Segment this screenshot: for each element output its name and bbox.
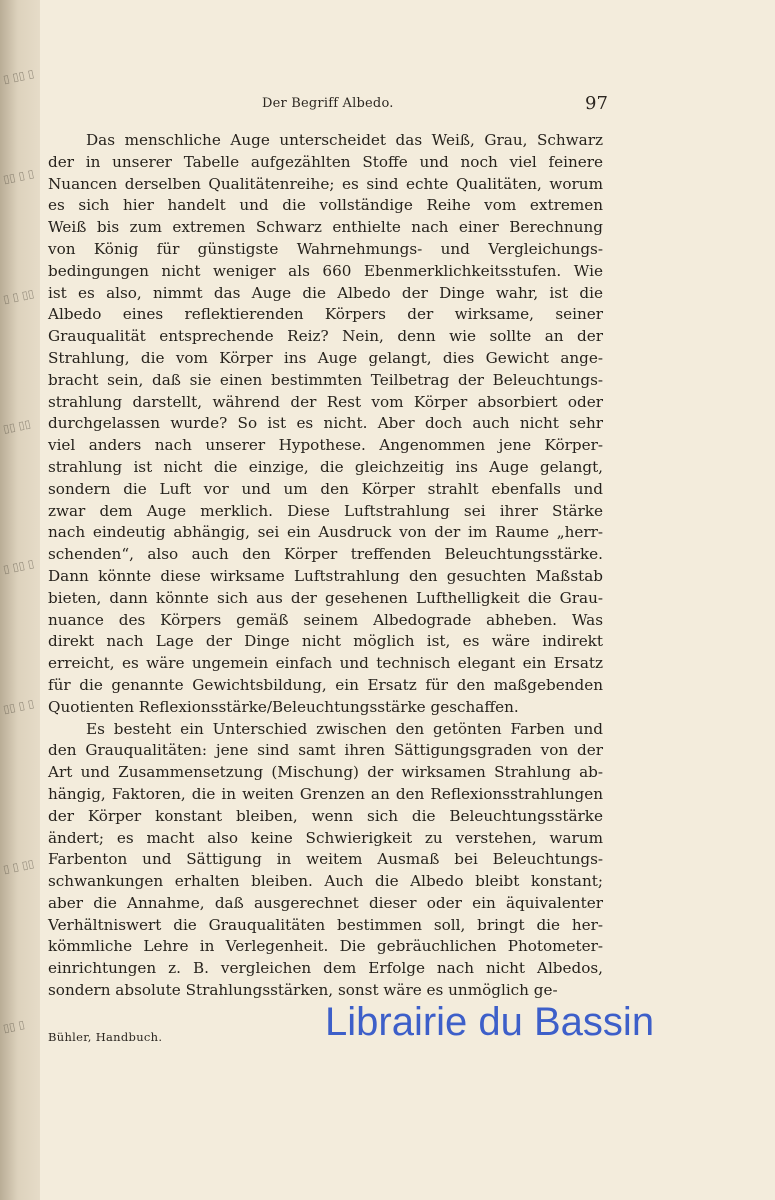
gutter-fragment: ▯▯ ▯ ▯ (1, 696, 36, 717)
text-line: der in unserer Tabelle aufgezählten Stoffe und noch viel feinere (48, 152, 603, 171)
gutter-fragment: ▯▯ ▯▯ (1, 417, 32, 436)
text-line: einrichtungen z. B. vergleichen dem Erfolge nach nicht Albedos, (48, 959, 603, 978)
text-line: von König für günstigste Wahrnehmungs- und Vergleichungs- (48, 239, 603, 258)
text-line: strahlung ist nicht die einzige, die gleichzeitig ins Auge gelangt, (48, 457, 603, 476)
facing-page-gutter (0, 0, 40, 1200)
text-line: bracht sein, daß sie einen bestimmten Teilbetrag der Beleuchtungs- (48, 370, 603, 389)
text-line: Strahlung, die vom Körper ins Auge gelangt, dies Gewicht ange- (48, 348, 603, 367)
text-line: Das menschliche Auge unterscheidet das Weiß, Grau, Schwarz (86, 131, 603, 149)
text-line: nuance des Körpers gemäß seinem Albedograde abheben. Was (48, 610, 603, 629)
text-line: ändert; es macht also keine Schwierigkeit zu verstehen, warum (48, 828, 603, 847)
text-line: Art und Zusammensetzung (Mischung) der wirksamen Strahlung ab- (48, 763, 603, 782)
page-header (40, 93, 775, 120)
text-line: es sich hier handelt und die vollständige Reihe vom extremen (48, 196, 603, 215)
text-line: erreicht, es wäre ungemein einfach und technisch elegant ein Ersatz (48, 654, 603, 673)
paragraph (48, 130, 603, 719)
text-line: Nuancen derselben Qualitätenreihe; es sind echte Qualitäten, worum (48, 174, 603, 193)
text-line: hängig, Faktoren, die in weiten Grenzen an den Reflexionsstrahlungen (48, 784, 603, 803)
text-line: Dann könnte diese wirksame Luftstrahlung den gesuchten Maßstab (48, 566, 603, 585)
gutter-fragment: ▯ ▯▯ ▯ (1, 66, 36, 87)
text-line: kömmliche Lehre in Verlegenheit. Die gebräuchlichen Photometer- (48, 937, 603, 956)
text-line: sondern absolute Strahlungsstärken, sonst wäre es unmöglich ge- (48, 981, 558, 1000)
gutter-fragment: ▯ ▯ ▯▯ (1, 856, 36, 877)
text-line: für die genannte Gewichtsbildung, ein Ersatz für den maßgebenden (48, 675, 603, 694)
page-number: 97 (585, 93, 608, 114)
text-line: Es besteht ein Unterschied zwischen den getönten Farben und (86, 719, 603, 738)
text-line: schenden“, also auch den Körper treffenden Beleuchtungsstärke. (48, 545, 603, 564)
body-text (48, 130, 603, 1002)
watermark: Librairie du Bassin (325, 1000, 655, 1044)
signature-mark: Bühler, Handbuch. (48, 1030, 163, 1044)
text-line: Albedo eines reflektierenden Körpers der wirksame, seiner (48, 305, 603, 324)
text-line: schwankungen erhalten bleiben. Auch die Albedo bleibt konstant; (48, 872, 603, 891)
paragraph (48, 719, 603, 1002)
text-line: Verhältniswert die Grauqualitäten bestimmen soll, bringt die her- (48, 915, 603, 934)
text-line: Quotienten Reflexionsstärke/Beleuchtungsstärke geschaffen. (48, 697, 519, 716)
text-line: den Grauqualitäten: jene sind samt ihren Sättigungsgraden von der (48, 741, 603, 760)
gutter-fragment: ▯▯ ▯ (1, 1017, 26, 1036)
text-line: zwar dem Auge merklich. Diese Luftstrahlung sei ihrer Stärke (48, 501, 603, 520)
text-line: viel anders nach unserer Hypothese. Angenommen jene Körper- (48, 436, 603, 455)
text-line: nach eindeutig abhängig, sei ein Ausdruck von der im Raume „herr- (48, 523, 603, 542)
running-title: Der Begriff Albedo. (262, 96, 394, 111)
text-line: bieten, dann könnte sich aus der gesehenen Lufthelligkeit die Grau- (48, 588, 603, 607)
text-line: Grauqualität entsprechende Reiz? Nein, denn wie sollte an der (48, 327, 603, 346)
text-line: der Körper konstant bleiben, wenn sich die Beleuchtungsstärke (48, 806, 603, 825)
text-line: durchgelassen wurde? So ist es nicht. Aber doch auch nicht sehr (48, 414, 603, 433)
text-line: Farbenton und Sättigung in weitem Ausmaß bei Beleuchtungs- (48, 850, 603, 869)
gutter-fragment: ▯ ▯ ▯▯ (1, 286, 36, 307)
text-line: aber die Annahme, daß ausgerechnet dieser oder ein äquivalenter (48, 893, 603, 912)
text-line: strahlung darstellt, während der Rest vom Körper absorbiert oder (48, 392, 603, 411)
gutter-fragment: ▯ ▯▯ ▯ (1, 556, 36, 577)
text-line: ist es also, nimmt das Auge die Albedo der Dinge wahr, ist die (48, 283, 603, 302)
text-line: Weiß bis zum extremen Schwarz enthielte nach einer Berechnung (48, 218, 603, 237)
text-line: bedingungen nicht weniger als 660 Ebenmerklichkeitsstufen. Wie (48, 261, 603, 280)
text-line: sondern die Luft vor und um den Körper strahlt ebenfalls und (48, 479, 603, 498)
text-line: direkt nach Lage der Dinge nicht möglich ist, es wäre indirekt (48, 632, 603, 651)
gutter-fragment: ▯▯ ▯ ▯ (1, 166, 36, 187)
